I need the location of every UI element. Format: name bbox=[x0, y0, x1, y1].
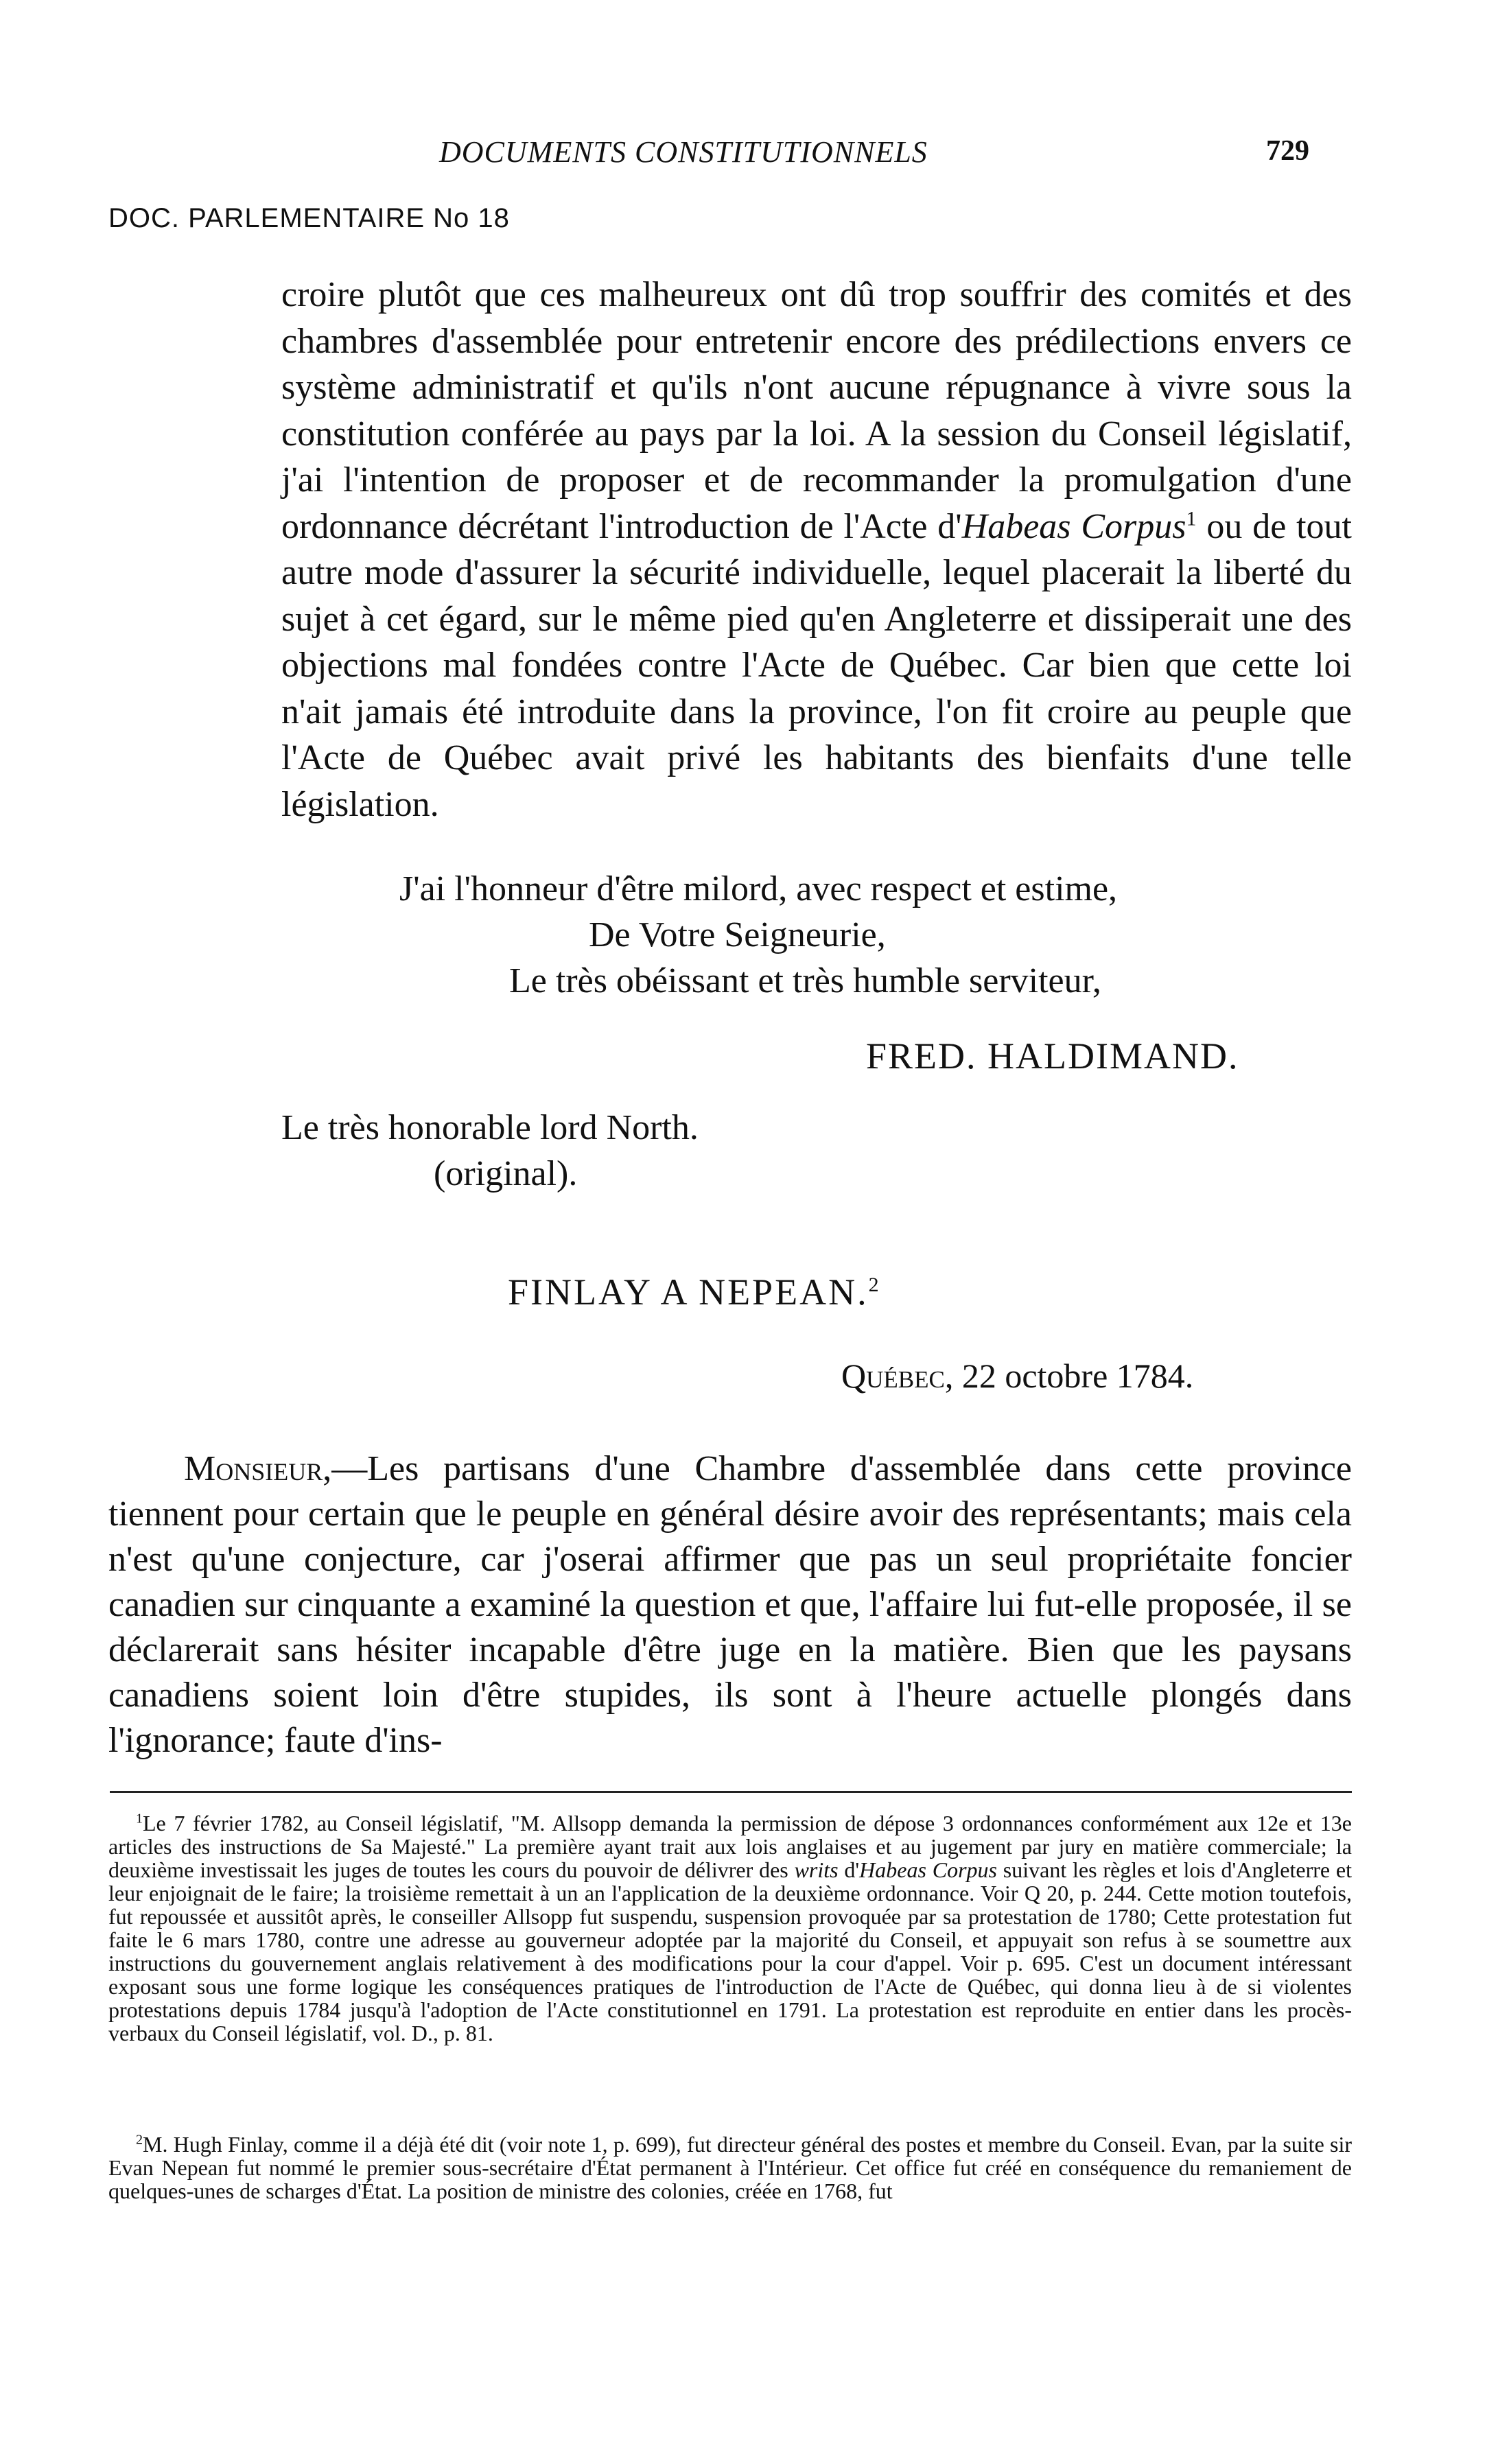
footnote-2-text: M. Hugh Finlay, comme il a déjà été dit (voir note 1, p. 699), fut directeur général des postes et membre du Conseil. Evan, par la suite sir Evan Nepean fut nommé le premier sous-secrétaire d'État permanent à l'Intérieur. Cet office fut créé en conséquence du remaniement de quelques-unes de scharges d'État. La position de ministre des colonies, créée en 1768, fut bbox=[108, 2132, 1352, 2203]
footnote-2 bbox=[108, 2133, 1352, 2203]
footnote-divider bbox=[110, 1791, 1352, 1793]
footnote-1-writs: writs bbox=[794, 1857, 839, 1882]
letter-two-text: ,—Les partisans d'une Chambre d'assemblée dans cette province tiennent pour certain que le peuple en général désire avoir des représentants; mais cela n'est qu'une conjecture, car j'oserai affirmer que pas un seul propriétaite foncier canadien sur cinquante a examiné la question et que, l'affaire lui fut-elle proposée, il se déclarerait sans hésiter incapable d'être juge en la matière. Bien que les paysans canadiens soient loin d'être stupides, ils sont à l'heure actuelle plongés dans l'ignorance; faute d'ins- bbox=[108, 1449, 1352, 1760]
footnote-1-text-a: Le 7 février 1782, au Conseil législatif, "M. Allsopp demanda la permission de dépose 3 ordonnances conformément aux 12e et 13e articles des instructions de Sa Majesté." La première ayant trait aux lois anglaises et au jugement par jury en matière commerciale; la deuxième investissait les juges de toutes les cours du pouvoir de délivrer des bbox=[108, 1811, 1352, 1882]
footnote-1-mark: 1 bbox=[136, 1811, 143, 1827]
salutation: Monsieur bbox=[184, 1449, 323, 1488]
addressee-line-2: (original). bbox=[434, 1154, 578, 1193]
dateline-date: , 22 octobre 1784. bbox=[944, 1357, 1194, 1395]
closing-line-2: De Votre Seigneurie, bbox=[589, 915, 886, 954]
footnote-1 bbox=[108, 1811, 1352, 2045]
closing-line-1: J'ai l'honneur d'être milord, avec respect et estime, bbox=[399, 869, 1118, 908]
footnote-1-text-b: d' bbox=[838, 1857, 860, 1882]
letter-one-body bbox=[281, 272, 1352, 828]
running-title: DOCUMENTS CONSTITUTIONNELS bbox=[439, 135, 928, 169]
footnote-1-habeas-corpus: Habeas Corpus bbox=[859, 1857, 997, 1882]
document-label: DOC. PARLEMENTAIRE No 18 bbox=[108, 203, 510, 233]
letter-one-text-start: croire plutôt que ces malheureux ont dû trop souffrir des comités et des chambres d'assemblée pour entretenir encore des prédilections envers ce système administratif et qu'ils n'ont aucune répugnance à vivre sous la constitution conférée au pays par la loi. A la session du Conseil législatif, j'ai l'intention de proposer et de recommander la promulgation d'une ordonnance décrétant l'introduction de l'Acte d' bbox=[281, 275, 1352, 546]
letter-two-body bbox=[108, 1446, 1352, 1763]
closing-line-3: Le très obéissant et très humble serviteur, bbox=[509, 961, 1101, 1000]
dateline bbox=[841, 1356, 1193, 1396]
page-number: 729 bbox=[1266, 135, 1309, 167]
footnote-ref-2: 2 bbox=[868, 1274, 881, 1296]
letter-heading-text: FINLAY A NEPEAN. bbox=[508, 1271, 869, 1313]
footnote-1-text-c: suivant les règles et lois d'Angleterre et leur enjoignait de le faire; la troisième remettait à un an l'application de la deuxième ordonnance. Voir Q 20, p. 244. Cette motion toutefois, fut repoussée et aussitôt après, le conseiller Allsopp fut suspendu, suspension provoquée par sa protestation de 1780; Cette protestation fut faite le 6 mars 1780, contre une adresse au gouverneur adoptée par la majorité du Conseil, et appuyait son refus à se soumettre aux instructions du gouvernement anglais relativement à des modifications pour la cour d'appel. Voir p. 695. C'est un document intéressant exposant sous une forme logique les conséquences pratiques de l'introduction de l'Acte de Québec, qui donna lieu à de si violentes protestations depuis 1784 jusqu'à l'adoption de l'Acte constitutionnel en 1791. La protestation est reproduite en entier dans les procès-verbaux du Conseil législatif, vol. D., p. 81. bbox=[108, 1857, 1353, 2045]
habeas-corpus-term: Habeas Corpus bbox=[961, 506, 1186, 546]
addressee-line-1: Le très honorable lord North. bbox=[281, 1108, 699, 1147]
letter-heading bbox=[508, 1271, 881, 1313]
signature: FRED. HALDIMAND. bbox=[866, 1035, 1239, 1077]
footnote-2-mark: 2 bbox=[136, 2132, 143, 2148]
letter-one-text-end: ou de tout autre mode d'assurer la sécurité individuelle, lequel placerait la liberté du sujet à cet égard, sur le même pied qu'en Angleterre et dissiperait une des objections mal fondées contre l'Acte de Québec. Car bien que cette loi n'ait jamais été introduite dans la province, l'on fit croire au peuple que l'Acte de Québec avait privé les habitants des bienfaits d'une telle législation. bbox=[281, 506, 1352, 824]
footnote-ref-1: 1 bbox=[1186, 507, 1197, 530]
dateline-place: Québec bbox=[841, 1357, 945, 1395]
